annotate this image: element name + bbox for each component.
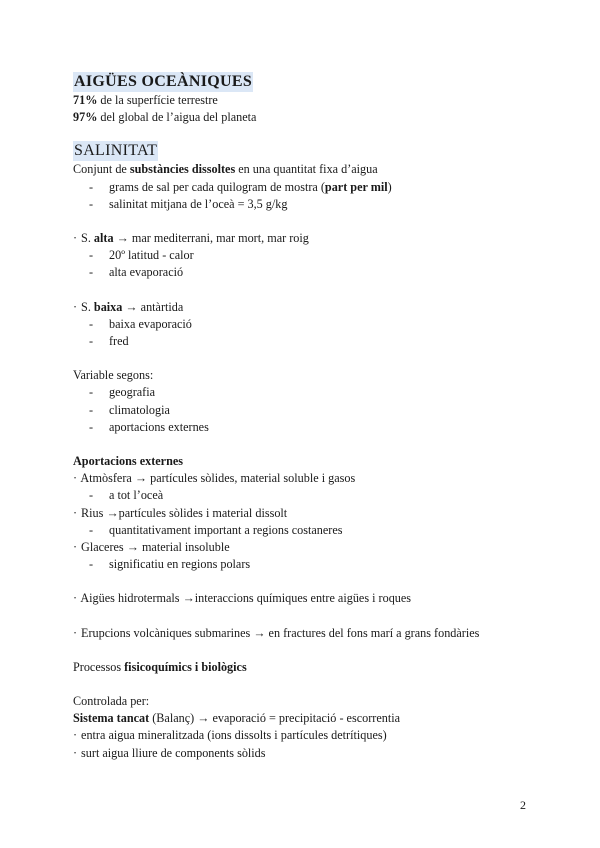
salinitat-heading: SALINITAT [74, 142, 158, 160]
salinitat-sub-1: - grams de sal per cada quilogram de mostra (part per mil) [73, 179, 553, 196]
variable-item-2: - climatologia [73, 402, 553, 419]
variable-label: Variable segons: [73, 368, 154, 383]
document-page [73, 72, 553, 762]
sistema-tancat-line: Sistema tancat (Balanç) → evaporació = precipitació - escorrentia [73, 711, 401, 726]
salinitat-sub-2: - salinitat mitjana de l’oceà = 3,5 g/kg [73, 196, 553, 213]
baixa-item-2: - fred [73, 333, 553, 350]
variable-item-3: - aportacions externes [73, 419, 553, 436]
aportacions-atmosfera-sub: - a tot l’oceà [73, 487, 553, 504]
alta-item-2: - alta evaporació [73, 264, 553, 281]
variable-item-1: - geografia [73, 384, 553, 401]
intro-line-1: 71% de la superfície terrestre [73, 93, 218, 107]
controlada-label: Controlada per: [73, 694, 150, 709]
aportacions-rius-sub: - quantitativament important a regions costaneres [73, 522, 553, 539]
controlada-bullet-1: · entra aigua mineralitzada (ions dissolts i partícules detrítiques) [73, 727, 553, 744]
baixa-line: · S. baixa → antàrtida [73, 299, 553, 316]
processos-line: Processos fisicoquímics i biològics [73, 659, 247, 674]
aportacions-atmosfera: · Atmòsfera → partícules sòlides, material soluble i gasos [73, 470, 553, 487]
alta-line: · S. alta → mar mediterrani, mar mort, mar roig [73, 230, 553, 247]
intro-line-2: 97% del global de l’aigua del planeta [73, 110, 257, 125]
alta-item-1: - 20º latitud - calor [73, 247, 553, 264]
aportacions-heading: Aportacions externes [73, 454, 184, 469]
baixa-item-1: - baixa evaporació [73, 316, 553, 333]
controlada-bullet-2: · surt aigua lliure de components sòlids [73, 745, 553, 762]
salinitat-definition: Conjunt de substàncies dissoltes en una quantitat fixa d’aigua [73, 162, 378, 177]
aportacions-rius: · Rius →partícules sòlides i material dissolt [73, 505, 553, 522]
aportacions-volcaniques: · Erupcions volcàniques submarines → en fractures del fons marí a grans fondàries [73, 625, 553, 642]
aportacions-hidrotermals: · Aigües hidrotermals →interaccions químiques entre aigües i roques [73, 590, 553, 607]
title-heading: AIGÜES OCEÀNIQUES [74, 73, 253, 90]
aportacions-glaceres: · Glaceres → material insoluble [73, 539, 553, 556]
page-number: 2 [520, 798, 526, 812]
aportacions-glaceres-sub: - significatiu en regions polars [73, 556, 553, 573]
